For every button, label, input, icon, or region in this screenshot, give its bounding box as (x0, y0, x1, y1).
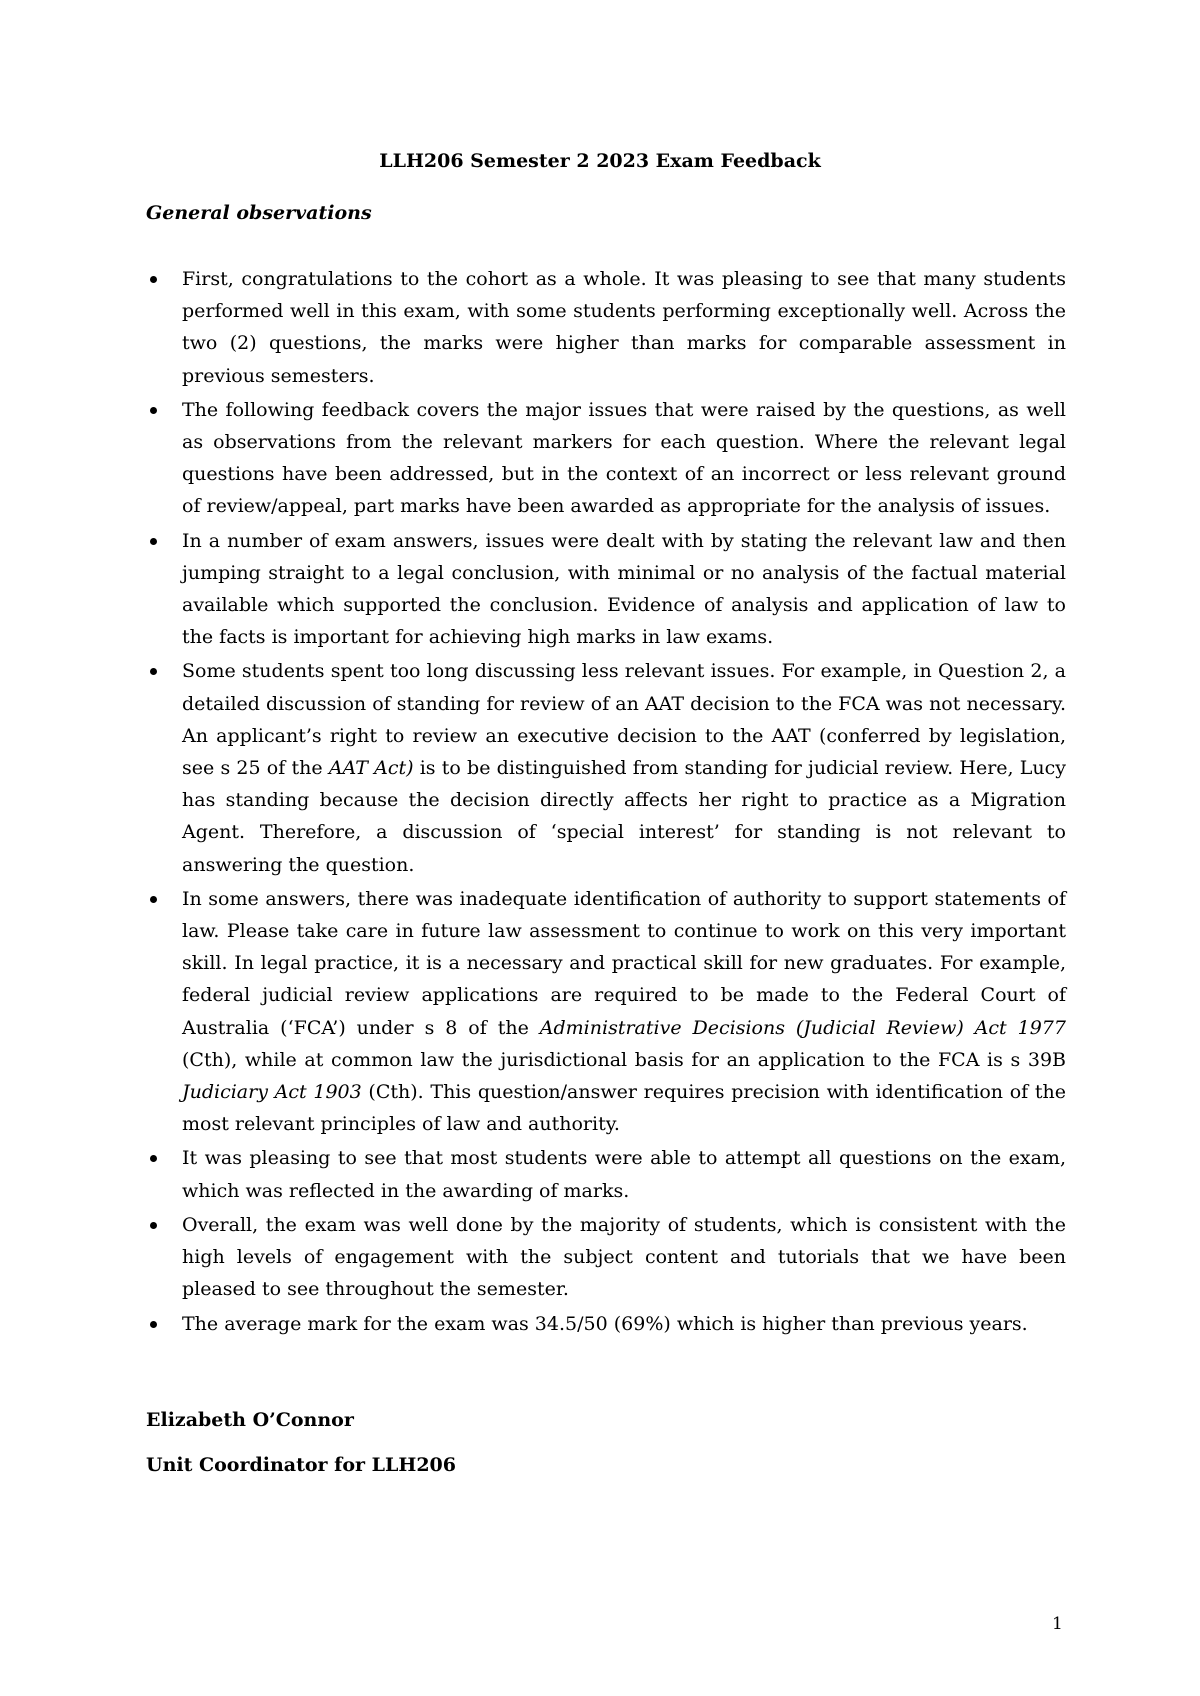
observations-list (146, 263, 1066, 1342)
bullet-text: (Cth). This question/answer requires precision with identification of the most relevant principles of law and authority. (182, 1081, 1066, 1136)
list-item (146, 1308, 1066, 1340)
list-item (146, 883, 1066, 1141)
page-number: 1 (1052, 1614, 1063, 1634)
bullet-text: It was pleasing to see that most students were able to attempt all questions on the exam, which was reflected in the awarding of marks. (182, 1147, 1066, 1202)
section-heading: General observations (146, 202, 372, 224)
list-item (146, 655, 1066, 880)
citation-text: Judiciary Act 1903 (182, 1081, 362, 1104)
bullet-icon (150, 1222, 157, 1229)
list-item (146, 394, 1066, 523)
bullet-icon (150, 896, 157, 903)
bullet-text: In some answers, there was inadequate identification of authority to support statements of law. Please take care in future law assessment to continue to work on this very important skill. In legal practice, it is a necessary and practical skill for new graduates. For example, federal judicial review applications are required to be made to the Federal Court of Australia (‘FCA’) under s 8 of the (182, 887, 1066, 1039)
citation-text: AAT Act) (328, 757, 414, 780)
bullet-icon (150, 1155, 157, 1162)
citation-text: Administrative Decisions (Judicial Review) Act 1977 (539, 1016, 1066, 1039)
bullet-text: The following feedback covers the major issues that were raised by the questions, as well as observations from the relevant markers for each question. Where the relevant legal questions have been addressed, but in the context of an incorrect or less relevant ground of review/appeal, part marks have been awarded as appropriate for the analysis of issues. (182, 398, 1066, 518)
bullet-icon (150, 276, 157, 283)
signature-role: Unit Coordinator for LLH206 (146, 1454, 456, 1476)
document-title: LLH206 Semester 2 2023 Exam Feedback (379, 150, 821, 172)
list-item (146, 525, 1066, 654)
bullet-text: The average mark for the exam was 34.5/50 (69%) which is higher than previous years. (182, 1312, 1028, 1335)
bullet-icon (150, 1321, 157, 1328)
bullet-text: is to be distinguished from standing for judicial review. Here, Lucy has standing because the decision directly affects her right to practice as a Migration Agent. Therefore, a discussion of ‘special interest’ for standing is not relevant to answering the question. (182, 757, 1066, 876)
bullet-text: (Cth), while at common law the jurisdictional basis for an application to the FCA is s 39B (182, 1048, 1066, 1071)
bullet-icon (150, 538, 157, 545)
bullet-text: In a number of exam answers, issues were dealt with by stating the relevant law and then jumping straight to a legal conclusion, with minimal or no analysis of the factual material available which supported the conclusion. Evidence of analysis and application of law to the facts is important for achieving high marks in law exams. (182, 529, 1066, 649)
bullet-text: First, congratulations to the cohort as a whole. It was pleasing to see that many students performed well in this exam, with some students performing exceptionally well. Across the two (2) questions, the marks were higher than marks for comparable assessment in previous semesters. (182, 268, 1066, 387)
list-item (146, 1209, 1066, 1306)
list-item (146, 1142, 1066, 1206)
signature-name: Elizabeth O’Connor (146, 1409, 354, 1431)
bullet-icon (150, 407, 157, 414)
bullet-text: Overall, the exam was well done by the majority of students, which is consistent with the high levels of engagement with the subject content and tutorials that we have been pleased to see throughout the semester. (182, 1213, 1066, 1301)
list-item (146, 263, 1066, 392)
bullet-icon (150, 668, 157, 675)
bullet-text: Some students spent too long discussing less relevant issues. For example, in Question 2, a detailed discussion of standing for review of an AAT decision to the FCA was not necessary. An applicant’s right to review an executive decision to the AAT (conferred by legislation, see s 25 of the (182, 660, 1066, 780)
